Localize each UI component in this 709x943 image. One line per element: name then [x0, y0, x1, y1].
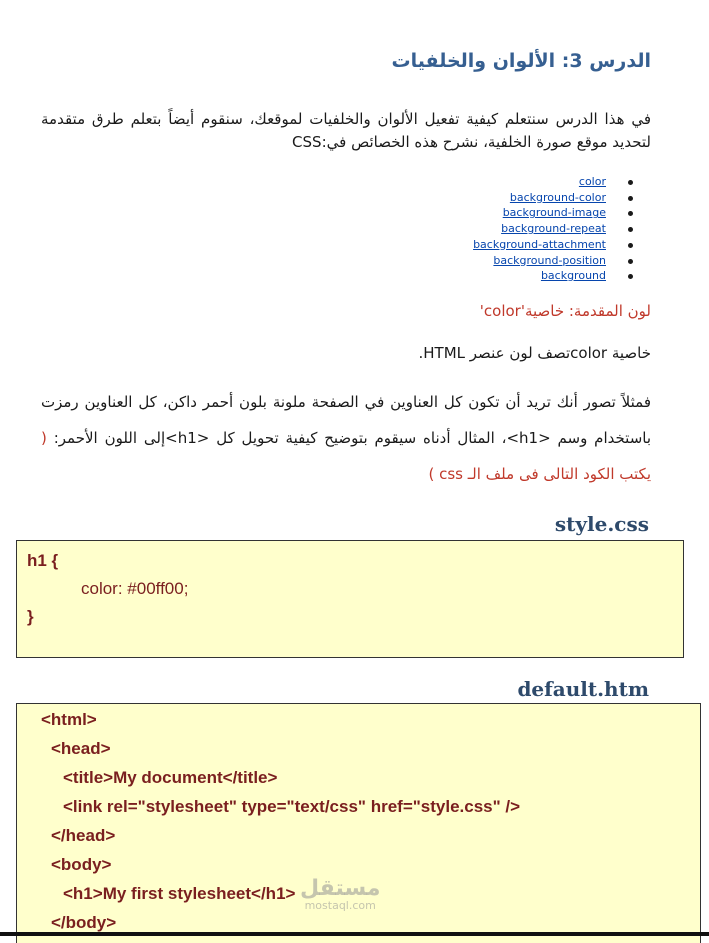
code-line: color: #00ff00;: [81, 579, 189, 598]
bullet-icon: [628, 211, 633, 216]
code-line: <body>: [51, 855, 112, 874]
property-link-background-attachment[interactable]: background-attachment: [473, 237, 633, 253]
property-link-background-position[interactable]: background-position: [473, 253, 633, 269]
example-text: فمثلاً تصور أنك تريد أن تكون كل العناوين في الصفحة ملونة بلون أحمر داكن، كل العناوين رمزت باستخدام وسم <h1>، المثال أدناه سيقوم بتوضيح كيفية تحويل كل <h1>إلى اللون الأحمر:: [41, 393, 652, 447]
property-link-color[interactable]: color: [473, 174, 633, 190]
html-file-label: default.htm: [517, 677, 649, 701]
code-line: h1 {: [27, 551, 59, 570]
code-line: <head>: [51, 739, 111, 758]
code-line: <title>My document</title>: [63, 768, 278, 787]
bullet-icon: [628, 196, 633, 201]
bullet-icon: [628, 243, 633, 248]
property-link-background-repeat[interactable]: background-repeat: [473, 221, 633, 237]
bullet-icon: [628, 274, 633, 279]
lesson-intro: في هذا الدرس سنتعلم كيفية تفعيل الألوان والخلفيات لموقعك، سنقوم أيضاً بتعلم طرق متقدمة لتحديد موقع صورة الخلفية، نشرح هذه الخصائص في:CSS: [41, 110, 651, 151]
paragraph-color-property: خاصية colorتصف لون عنصر HTML.: [418, 344, 651, 362]
bullet-icon: [628, 259, 633, 264]
code-line: </head>: [51, 826, 116, 845]
css-code-box: [16, 540, 684, 658]
paragraph-example: [41, 384, 651, 492]
watermark-arabic: مستقل: [300, 876, 381, 901]
watermark: [300, 878, 380, 912]
section-heading: لون المقدمة: خاصية'color': [479, 302, 651, 320]
property-link-background-color[interactable]: background-color: [473, 190, 633, 206]
property-link-background-image[interactable]: background-image: [473, 205, 633, 221]
css-file-label: style.css: [554, 512, 649, 536]
bottom-divider: [0, 932, 709, 936]
css-properties-list: [473, 174, 633, 284]
example-note: ( يكتب الكود التالى فى ملف الـ css ): [41, 429, 651, 483]
code-line: <html>: [41, 710, 97, 729]
bullet-icon: [628, 227, 633, 232]
code-line: }: [27, 607, 34, 626]
watermark-latin: mostaql.com: [304, 899, 376, 912]
lesson-title: الدرس 3: الألوان والخلفيات: [391, 50, 651, 72]
bullet-icon: [628, 180, 633, 185]
property-link-background[interactable]: background: [473, 268, 633, 284]
code-line: <link rel="stylesheet" type="text/css" href="style.css" />: [63, 797, 521, 816]
code-line: </body>: [51, 913, 117, 932]
code-line: <h1>My first stylesheet</h1>: [63, 884, 296, 903]
